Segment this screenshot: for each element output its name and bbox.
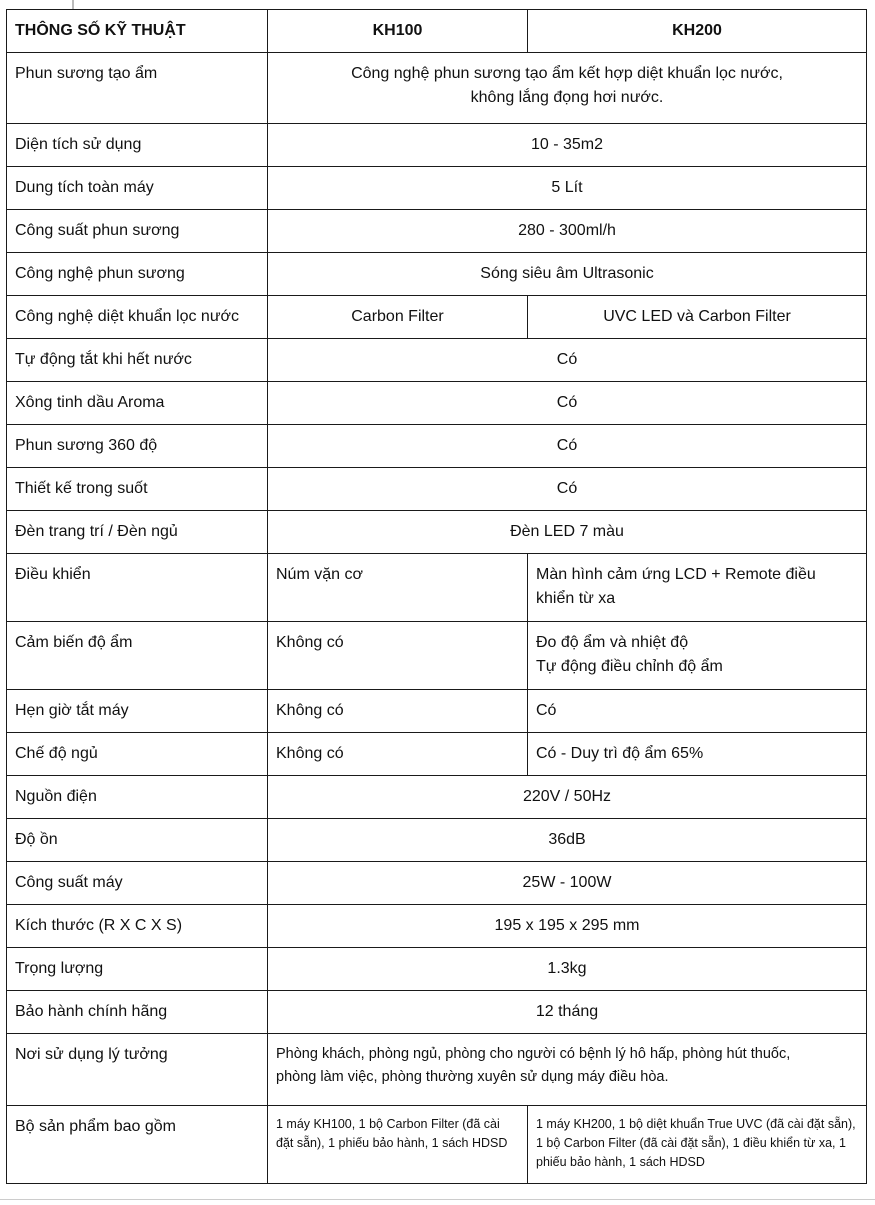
row-label: Công suất phun sương <box>7 210 268 253</box>
table-row <box>7 776 867 819</box>
value-line: Công nghệ phun sương tạo ẩm kết hợp diệt khuẩn lọc nước, <box>351 65 783 82</box>
row-label: Cảm biến độ ẩm <box>7 622 268 690</box>
row-value <box>268 53 867 124</box>
table-row <box>7 991 867 1034</box>
table-row <box>7 382 867 425</box>
row-value: 25W - 100W <box>268 862 867 905</box>
row-label: Đèn trang trí / Đèn ngủ <box>7 511 268 554</box>
kh100-value: Núm vặn cơ <box>268 554 528 622</box>
value-line: Màn hình cảm ứng LCD + Remote điều <box>536 566 816 583</box>
row-label: Nguồn điện <box>7 776 268 819</box>
row-label: Bộ sản phẩm bao gồm <box>7 1106 268 1184</box>
kh200-value <box>528 622 867 690</box>
value-line: phòng làm việc, phòng thường xuyên sử dụng máy điều hòa. <box>276 1069 669 1085</box>
row-label: Thiết kế trong suốt <box>7 468 268 511</box>
row-label: Xông tinh dầu Aroma <box>7 382 268 425</box>
kh100-value: 1 máy KH100, 1 bộ Carbon Filter (đã cài đặt sẵn), 1 phiếu bảo hành, 1 sách HDSD <box>268 1106 528 1184</box>
row-label: Công nghệ diệt khuẩn lọc nước <box>7 296 268 339</box>
top-edge-mark <box>72 0 74 9</box>
table-row <box>7 296 867 339</box>
row-value: 36dB <box>268 819 867 862</box>
row-label: Trọng lượng <box>7 948 268 991</box>
table-row <box>7 167 867 210</box>
table-row <box>7 253 867 296</box>
row-value: 1.3kg <box>268 948 867 991</box>
header-spec: THÔNG SỐ KỸ THUẬT <box>7 10 268 53</box>
table-row <box>7 862 867 905</box>
row-label: Chế độ ngủ <box>7 733 268 776</box>
header-kh200: KH200 <box>528 10 867 53</box>
row-value: 12 tháng <box>268 991 867 1034</box>
table-row <box>7 905 867 948</box>
table-header-row <box>7 10 867 53</box>
kh100-value: Không có <box>268 622 528 690</box>
table-row <box>7 124 867 167</box>
table-row <box>7 690 867 733</box>
row-value: 10 - 35m2 <box>268 124 867 167</box>
row-value: 5 Lít <box>268 167 867 210</box>
row-label: Nơi sử dụng lý tưởng <box>7 1034 268 1106</box>
row-label: Công suất máy <box>7 862 268 905</box>
table-row <box>7 1106 867 1184</box>
row-label: Phun sương tạo ẩm <box>7 53 268 124</box>
row-value: 195 x 195 x 295 mm <box>268 905 867 948</box>
row-value: Có <box>268 382 867 425</box>
row-label: Công nghệ phun sương <box>7 253 268 296</box>
kh200-value: UVC LED và Carbon Filter <box>528 296 867 339</box>
value-line: không lắng đọng hơi nước. <box>470 89 664 106</box>
row-label: Độ ồn <box>7 819 268 862</box>
table-row <box>7 819 867 862</box>
row-value: Sóng siêu âm Ultrasonic <box>268 253 867 296</box>
kh200-value: 1 máy KH200, 1 bộ diệt khuẩn True UVC (đã cài đặt sẵn), 1 bộ Carbon Filter (đã cài đặt sẵn), 1 điều khiển từ xa, 1 phiếu bảo hành, 1 sách HDSD <box>528 1106 867 1184</box>
row-label: Hẹn giờ tắt máy <box>7 690 268 733</box>
kh100-value: Carbon Filter <box>268 296 528 339</box>
table-row <box>7 425 867 468</box>
row-value: Đèn LED 7 màu <box>268 511 867 554</box>
kh200-value: Có <box>528 690 867 733</box>
row-value: Có <box>268 339 867 382</box>
kh200-value: Có - Duy trì độ ẩm 65% <box>528 733 867 776</box>
table-row <box>7 622 867 690</box>
row-value: 280 - 300ml/h <box>268 210 867 253</box>
value-line: khiển từ xa <box>536 590 616 607</box>
row-label: Diện tích sử dụng <box>7 124 268 167</box>
spec-table <box>6 9 867 1184</box>
row-label: Bảo hành chính hãng <box>7 991 268 1034</box>
value-line: Phòng khách, phòng ngủ, phòng cho người có bệnh lý hô hấp, phòng hút thuốc, <box>276 1046 791 1062</box>
kh100-value: Không có <box>268 733 528 776</box>
row-value: Có <box>268 425 867 468</box>
row-label: Dung tích toàn máy <box>7 167 268 210</box>
table-row <box>7 339 867 382</box>
table-row <box>7 554 867 622</box>
kh200-value <box>528 554 867 622</box>
table-row <box>7 1034 867 1106</box>
kh100-value: Không có <box>268 690 528 733</box>
table-row <box>7 468 867 511</box>
row-value: 220V / 50Hz <box>268 776 867 819</box>
row-label: Kích thước (R X C X S) <box>7 905 268 948</box>
table-row <box>7 53 867 124</box>
table-row <box>7 210 867 253</box>
value-line: Tự động điều chỉnh độ ẩm <box>536 658 723 675</box>
table-row <box>7 948 867 991</box>
bottom-divider <box>0 1199 875 1200</box>
table-row <box>7 511 867 554</box>
table-row <box>7 733 867 776</box>
row-value <box>268 1034 867 1106</box>
row-value: Có <box>268 468 867 511</box>
header-kh100: KH100 <box>268 10 528 53</box>
row-label: Điều khiển <box>7 554 268 622</box>
value-line: Đo độ ẩm và nhiệt độ <box>536 634 689 651</box>
row-label: Phun sương 360 độ <box>7 425 268 468</box>
row-label: Tự động tắt khi hết nước <box>7 339 268 382</box>
